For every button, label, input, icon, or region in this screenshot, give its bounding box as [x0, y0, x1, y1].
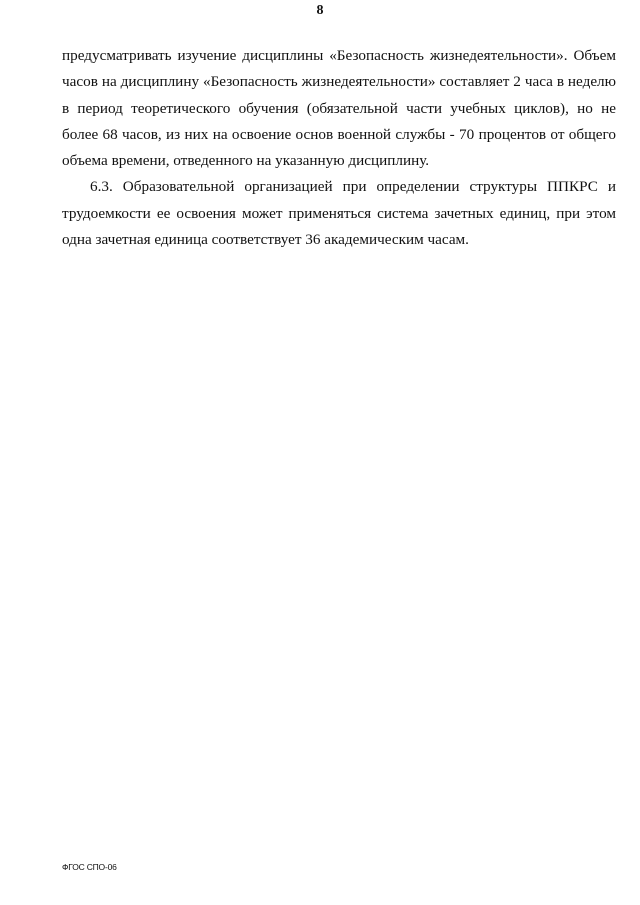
text-line: 6.3. Образовательной организацией при определении структуры ППКРС и: [90, 178, 616, 196]
text-line: часов на дисциплину «Безопасность жизнедеятельности» составляет 2 часа в неделю: [62, 73, 616, 91]
text-line: в период теоретического обучения (обязательной части учебных циклов), но не: [62, 99, 616, 117]
text-line: более 68 часов, из них на освоение основ военной службы - 70 процентов от общего: [62, 125, 616, 143]
text-line: объема времени, отведенного на указанную дисциплину.: [62, 152, 430, 170]
page-number: 8: [316, 3, 324, 18]
text-line: одна зачетная единица соответствует 36 академическим часам.: [62, 231, 469, 249]
document-body: [62, 43, 616, 253]
text-line: предусматривать изучение дисциплины «Безопасность жизнедеятельности». Объем: [62, 47, 616, 64]
document-footer: ФГОС СПО-06: [62, 862, 117, 872]
text-line: трудоемкости ее освоения может применяться система зачетных единиц, при этом: [62, 204, 616, 222]
